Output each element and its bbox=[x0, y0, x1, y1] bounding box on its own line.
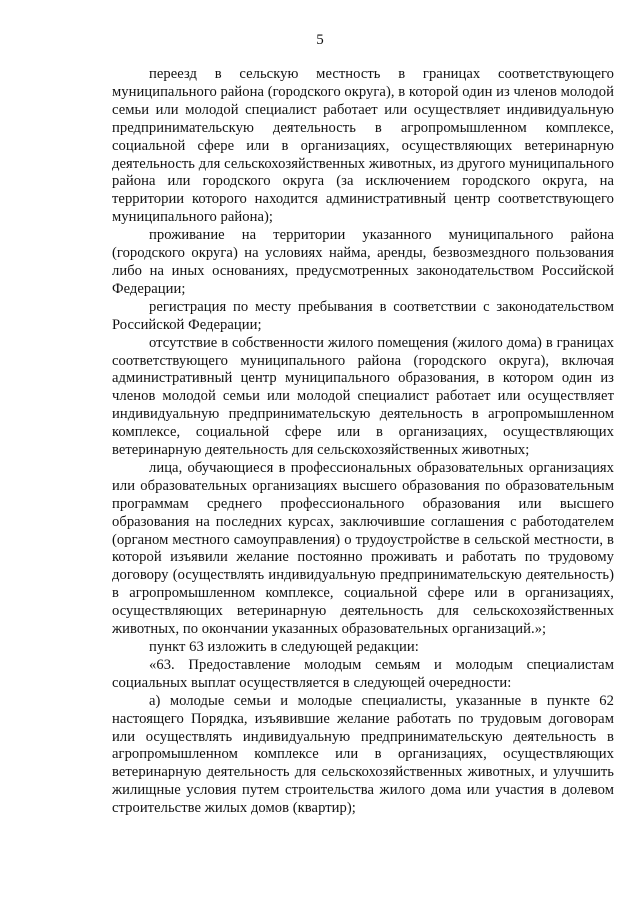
paragraph-item-63-a: а) молодые семьи и молодые специалисты, указанные в пункте 62 настоящего Порядка, изъявившие желание работать по трудовым договорам или осуществлять индивидуальную предпринимательскую деятельность в агропромышленном комплексе или в организациях, осуществляющих ветеринарную деятельность для сельскохозяйственных животных, и улучшить жилищные условия путем строительства жилого дома или участия в долевом строительстве жилых домов (квартир); bbox=[112, 692, 614, 817]
paragraph-students: лица, обучающиеся в профессиональных образовательных организациях или образовательных организациях высшего образования по образовательным программам среднего профессионального образования или высшего образования на последних курсах, заключившие соглашения с работодателем (органом местного самоуправления) о трудоустройстве в сельской местности, в которой изъявили желание постоянно проживать и работать по трудовому договору (осуществлять индивидуальную предпринимательскую деятельность) в агропромышленном комплексе, социальной сфере или в организациях, осуществляющих ветеринарную деятельность для сельскохозяйственных животных, по окончании указанных образовательных организаций.»; bbox=[112, 459, 614, 638]
document-body bbox=[112, 66, 614, 818]
page-number: 5 bbox=[316, 32, 324, 48]
paragraph-item-63: «63. Предоставление молодым семьям и молодым специалистам социальных выплат осуществляется в следующей очередности: bbox=[112, 656, 614, 691]
paragraph-no-property: отсутствие в собственности жилого помещения (жилого дома) в границах соответствующего муниципального района (городского округа), включая административный центр муниципального образования, в котором один из членов молодой семьи или молодой специалист работает или осуществляет индивидуальную предпринимательскую деятельность в агропромышленном комплексе, социальной сфере или в организациях, осуществляющих ветеринарную деятельность для сельскохозяйственных животных; bbox=[112, 334, 614, 459]
paragraph-relocation: переезд в сельскую местность в границах соответствующего муниципального района (городского округа), в которой один из членов молодой семьи или молодой специалист работает или осуществляет индивидуальную предпринимательскую деятельность в агропромышленном комплексе, социальной сфере или в организациях, осуществляющих ветеринарную деятельность для сельскохозяйственных животных, из другого муниципального района или городского округа (за исключением городского округа, на территории которого находится административный центр соответствующего муниципального района); bbox=[112, 66, 614, 226]
paragraph-registration: регистрация по месту пребывания в соответствии с законодательством Российской Федерации; bbox=[112, 298, 614, 333]
paragraph-residence: проживание на территории указанного муниципального района (городского округа) на условиях найма, аренды, безвозмездного пользования либо на иных основаниях, предусмотренных законодательством Российской Федерации; bbox=[112, 227, 614, 297]
paragraph-item-63-intro: пункт 63 изложить в следующей редакции: bbox=[149, 639, 419, 655]
